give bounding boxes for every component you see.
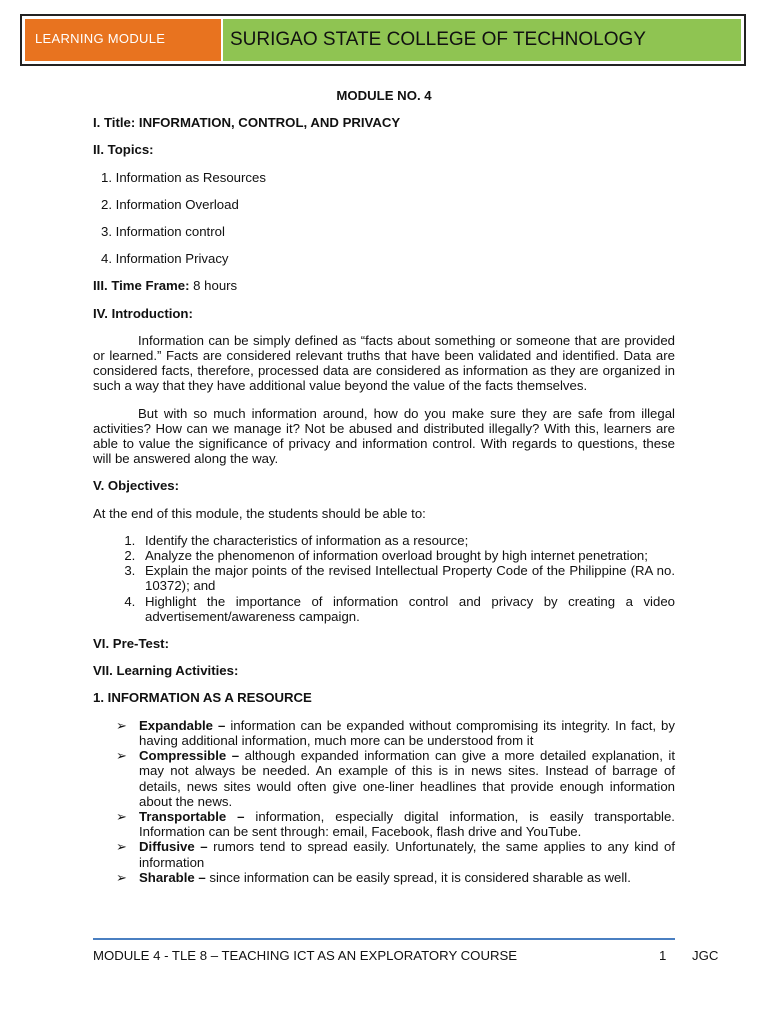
module-title: I. Title: INFORMATION, CONTROL, AND PRIVACY [93,115,401,131]
list-item [116,808,675,840]
resource-characteristics-list [93,718,675,885]
topic-item: 1. Information as Resources [101,169,266,185]
arrow-bullet-icon: ➢ [116,869,128,885]
objective-item: 1. Identify the characteristics of information as a resource; [139,533,675,548]
arrow-bullet-icon: ➢ [116,808,128,824]
time-frame-label: III. Time Frame: [93,278,190,294]
resource-term: Compressible – [139,748,240,764]
arrow-bullet-icon: ➢ [116,748,128,764]
arrow-bullet-icon: ➢ [116,839,128,855]
module-number: MODULE NO. 4 [336,88,432,103]
objective-item: 2. Analyze the phenomenon of information overload brought by high internet penetration; [139,548,675,563]
objective-item: 4. Highlight the importance of information control and privacy by creating a video advertisement/awareness campaign. [139,594,675,624]
objectives-intro: At the end of this module, the students should be able to: [93,505,426,521]
module-header [20,14,746,66]
list-item [116,869,675,885]
introduction-paragraph-1: Information can be simply defined as “facts about something or someone that are provided or learned.” Facts are considered relevant truths that have been validated and identified. Data are considered facts, therefore, processed data are considered as information as they are organized in such a way that they have additional value beyond the value of the facts themselves. [93,332,675,394]
learning-module-label: LEARNING MODULE [35,31,166,46]
document-body [93,88,675,885]
resource-description: information, especially digital information, is easily transportable. Information can be sent through: email, Facebook, flash drive and YouTube. [139,808,675,840]
introduction-heading: IV. Introduction: [93,305,193,321]
arrow-bullet-icon: ➢ [116,717,128,733]
author-initials: JGC [692,948,719,963]
page-number: 1 [659,948,667,963]
objectives-list [93,533,675,624]
learning-module-banner [25,19,221,61]
college-banner [223,19,741,61]
resource-description: although expanded information can give a more detailed explanation, it may not always be needed. An example of this is in news sites. Instead of barrage of details, news sites would often give one-liner headlines that provide enough information about the news. [139,748,675,809]
time-frame-value: 8 hours [189,278,238,294]
footer-rule [93,938,675,940]
objective-item: 3. Explain the major points of the revised Intellectual Property Code of the Philippine (RA no. 10372); and [139,563,675,593]
footer-course: MODULE 4 - TLE 8 – TEACHING ICT AS AN EXPLORATORY COURSE [93,948,518,963]
resource-term: Expandable – [139,717,226,733]
objectives-heading: V. Objectives: [93,478,180,494]
pretest-heading: VI. Pre-Test: [93,636,169,652]
section-heading: 1. INFORMATION AS A RESOURCE [93,690,312,706]
topic-item: 3. Information control [101,224,225,240]
introduction-paragraph-2: But with so much information around, how do you make sure they are safe from illegal activities? How can we manage it? Not be abused and distributed illegally? With this, learners are able to value the significance of privacy and information control. With regards to questions, these will be answered along the way. [93,405,675,467]
resource-description: rumors tend to spread easily. Unfortunately, the same applies to any kind of information [139,839,675,870]
college-name: SURIGAO STATE COLLEGE OF TECHNOLOGY [230,29,646,50]
learning-activities-heading: VII. Learning Activities: [93,663,239,679]
resource-description: since information can be easily spread, it is considered sharable as well. [205,869,631,885]
list-item [116,717,675,748]
topic-item: 4. Information Privacy [101,251,229,267]
resource-description: information can be expanded without compromising its integrity. In fact, by having additional information, much more can be understood from it [139,717,675,748]
list-item [116,839,675,870]
resource-term: Sharable – [139,869,206,885]
resource-term: Transportable – [139,808,245,824]
topic-item: 2. Information Overload [101,196,239,212]
list-item [116,748,675,809]
time-frame [93,278,675,293]
resource-term: Diffusive – [139,839,208,855]
topics-heading: II. Topics: [93,142,154,158]
